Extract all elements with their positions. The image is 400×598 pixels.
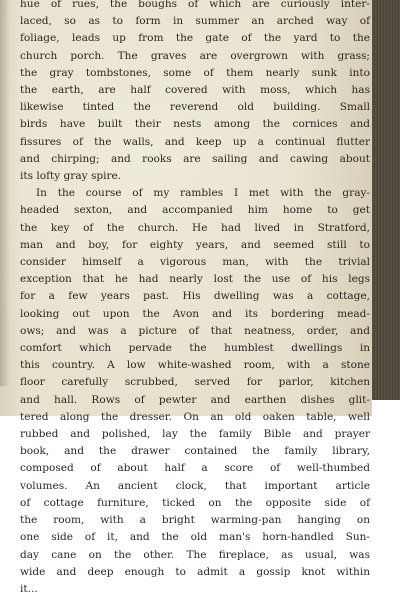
text-line: foliage, leads up from the gate of the yard to the	[20, 32, 370, 45]
text-line: this country. A low white-washed room, with a stone	[20, 359, 370, 372]
text-line: fissures of the walls, and keep up a continual flutter	[20, 135, 370, 148]
text-line: for a few years past. His dwelling was a cottage,	[20, 290, 370, 303]
spine-shadow	[0, 0, 10, 386]
text-line: one side of it, and the old man's horn-handled Sun-	[20, 531, 370, 544]
text-line: hue of rues, the boughs of which are curiously inter-	[20, 0, 370, 10]
text-line: composed of about half a score of well-thumbed	[20, 462, 370, 475]
text-line: the key of the church. He had lived in Stratford,	[20, 221, 370, 234]
text-line: tered along the dresser. On an old oaken table, well	[20, 410, 370, 423]
text-line: exception that he had nearly lost the use of his legs	[20, 273, 370, 286]
text-line: of cottage furniture, ticked on the opposite side of	[20, 496, 370, 509]
text-line: consider himself a vigorous man, with the trivial	[20, 256, 370, 269]
text-line: it...	[20, 582, 38, 595]
text-line: laced, so as to form in summer an arched way of	[20, 15, 370, 28]
text-line: rubbed and polished, lay the family Bible and prayer	[20, 428, 370, 441]
text-line: headed sexton, and accompanied him home to get	[20, 204, 370, 217]
text-line: man and boy, for eighty years, and seemed still to	[20, 238, 370, 251]
text-line: church porch. The graves are overgrown with grass;	[20, 49, 370, 62]
body-text	[20, 0, 370, 598]
text-line: the earth, are half covered with moss, which has	[20, 84, 370, 97]
text-line: looking out upon the Avon and its bordering mead-	[20, 307, 370, 320]
text-line: likewise tinted the reverend old building. Small	[20, 101, 370, 114]
text-line: and chirping; and rooks are sailing and cawing about	[20, 152, 370, 165]
text-line: day cane on the other. The fireplace, as usual, was	[20, 548, 370, 561]
text-line: In the course of my rambles I met with the gray-	[36, 187, 370, 200]
text-line: book, and the drawer contained the family library,	[20, 445, 370, 458]
text-line: the gray tombstones, some of them nearly sunk into	[20, 66, 370, 79]
text-line: volumes. An ancient clock, that important article	[20, 479, 370, 492]
text-line: wide and deep enough to admit a gossip knot within	[20, 565, 370, 578]
text-line: floor carefully scrubbed, served for parlor, kitchen	[20, 376, 370, 389]
text-line: and hall. Rows of pewter and earthen dishes glit-	[20, 393, 370, 406]
text-line: ows; and was a picture of that neatness, order, and	[20, 324, 370, 337]
text-line: the room, with a bright warming-pan hanging on	[20, 514, 370, 527]
text-line: comfort which pervade the humblest dwellings in	[20, 342, 370, 355]
text-line: its lofty gray spire.	[20, 170, 122, 183]
text-line: birds have built their nests among the cornices and	[20, 118, 370, 131]
page-edges	[372, 0, 400, 400]
